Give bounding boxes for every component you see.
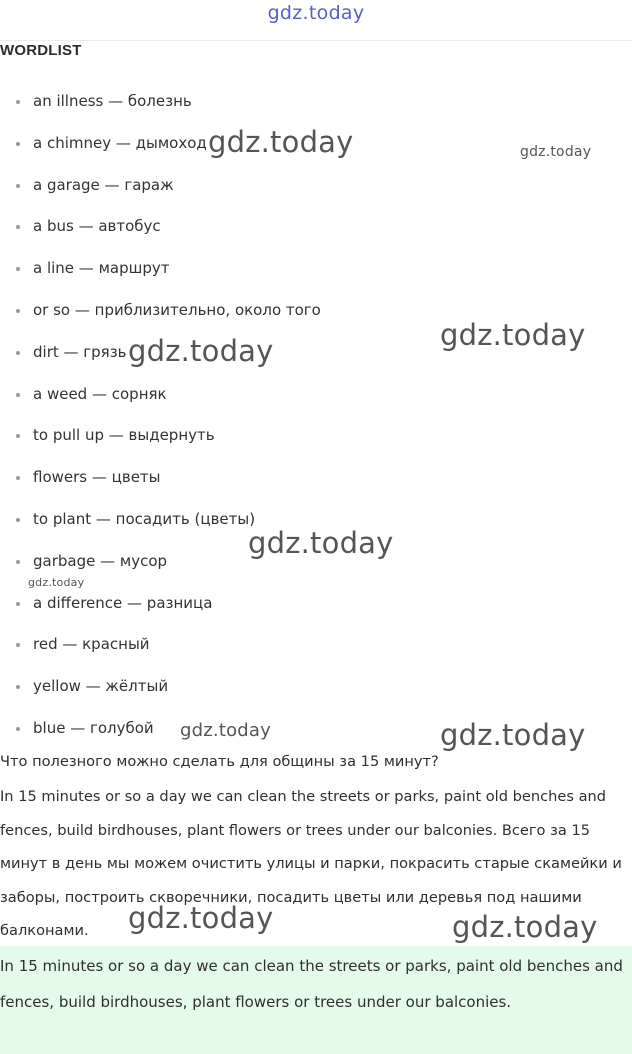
list-item [0, 290, 321, 332]
list-item-text: a bus — автобус [33, 217, 161, 236]
watermark: gdz.today [440, 318, 586, 352]
top-banner [0, 0, 632, 41]
word-list [0, 81, 321, 750]
list-item-text: a chimney — дымоход [33, 133, 207, 152]
list-item-text: or so — приблизительно, около того [33, 300, 321, 319]
list-item-text: garbage — мусор [33, 551, 168, 570]
bullet-icon [16, 643, 20, 647]
list-item-text: dirt — грязь [33, 342, 127, 361]
site-logo[interactable]: gdz.today [267, 2, 365, 24]
bullet-icon [16, 476, 20, 480]
watermark: gdz.today [28, 576, 85, 589]
watermark: gdz.today [128, 901, 274, 935]
list-item-text: a garage — гараж [33, 175, 174, 194]
list-item [0, 708, 321, 750]
bullet-icon [16, 434, 20, 438]
watermark: gdz.today [520, 144, 592, 160]
watermark: gdz.today [248, 526, 394, 560]
answer-paragraph: In 15 minutes or so a day we can clean the streets or parks, paint old benches and fences, build birdhouses, plant flowers or trees under our balconies. Всего за 15 минут в день мы можем очистить улицы и парки, покрасить старые скамейки и заборы, построить скворечники, посадить цветы или деревья под нашими балконами. [0, 788, 622, 939]
list-item-text: a weed — сорняк [33, 384, 167, 403]
bullet-icon [16, 685, 20, 689]
bullet-icon [16, 351, 20, 355]
list-item [0, 206, 321, 248]
list-item [0, 165, 321, 207]
watermark: gdz.today [180, 720, 272, 741]
list-item [0, 415, 321, 457]
watermark: gdz.today [128, 334, 274, 368]
list-item [0, 666, 321, 708]
list-item-text: to pull up — выдернуть [33, 426, 215, 445]
bullet-icon [16, 309, 20, 313]
list-item [0, 457, 321, 499]
list-item-text: a line — маршрут [33, 259, 170, 278]
bullet-icon [16, 100, 20, 104]
list-item-text: to plant — посадить (цветы) [33, 509, 256, 528]
list-item-text: flowers — цветы [33, 468, 161, 487]
bullet-icon [16, 142, 20, 146]
watermark: gdz.today [208, 125, 354, 159]
list-item [0, 248, 321, 290]
list-item [0, 374, 321, 416]
list-item-text: blue — голубой [33, 718, 154, 737]
bullet-icon [16, 518, 20, 522]
question-text: Что полезного можно сделать для общины за 15 минут? [0, 753, 439, 770]
list-item [0, 81, 321, 123]
list-item-text: an illness — болезнь [33, 92, 192, 110]
bullet-icon [16, 267, 20, 271]
highlighted-answer-box [0, 946, 632, 1054]
bullet-icon [16, 393, 20, 397]
list-item [0, 624, 321, 666]
bullet-icon [16, 225, 20, 229]
list-item-text: yellow — жёлтый [33, 677, 169, 696]
bullet-icon [16, 560, 20, 564]
section-heading: WORDLIST [0, 42, 82, 59]
watermark: gdz.today [452, 910, 598, 944]
list-item-text: red — красный [33, 635, 150, 654]
bullet-icon [16, 602, 20, 606]
bullet-icon [16, 727, 20, 731]
watermark: gdz.today [440, 718, 586, 752]
list-item-text: a difference — разница [33, 593, 213, 612]
highlighted-answer-text: In 15 minutes or so a day we can clean the streets or parks, paint old benches and fences, build birdhouses, plant flowers or trees under our balconies. [0, 957, 623, 1011]
bullet-icon [16, 184, 20, 188]
